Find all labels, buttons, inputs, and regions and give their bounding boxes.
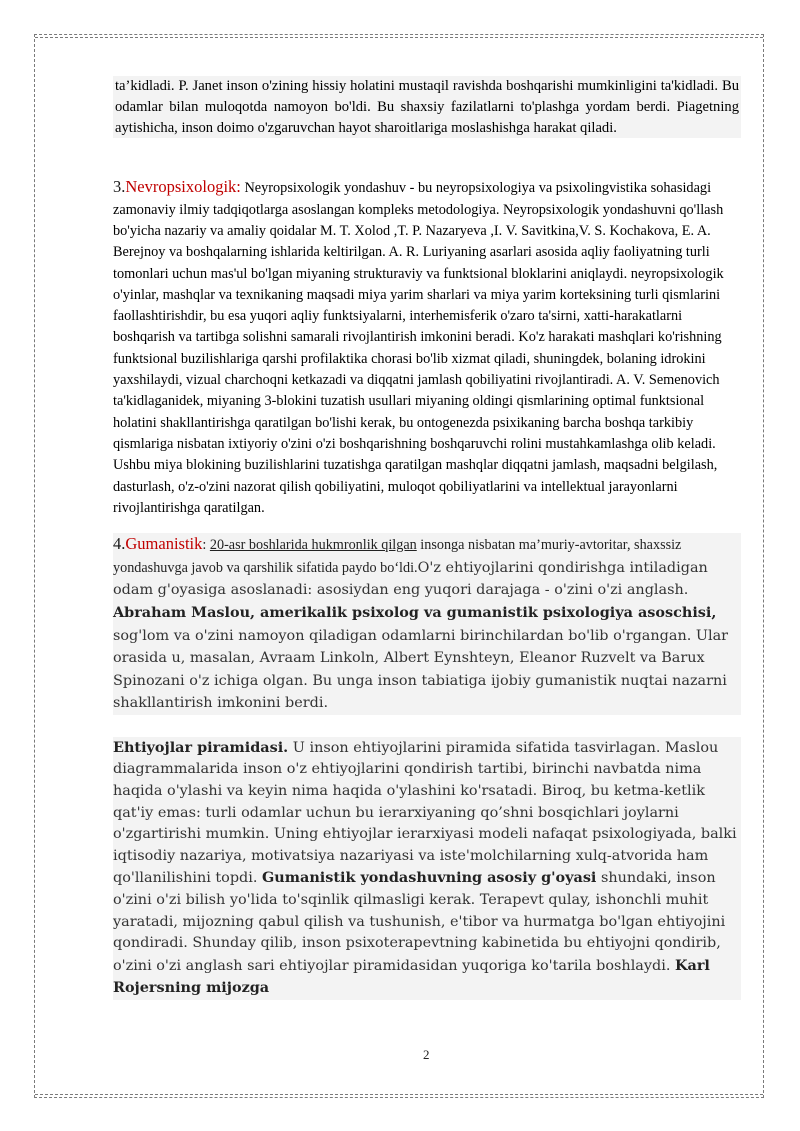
section-4-colon: : <box>202 537 210 554</box>
paragraph-needs-pyramid <box>113 737 741 1000</box>
section-4-text-a: O'z ehtiyojlarini qondirishga intiladigan odam g'oyasiga asoslanadi: asosiydan eng yuqori darajaga - o'zini o'zi anglash. <box>113 559 708 599</box>
needs-pyramid-text-b: shundaki, inson o'zini o'zi bilish yo'lida to'sqinlik qilmasligi kerak. Terapevt qulay, ishonchli muhit yaratadi, mijozning qabul qilish va tushunish, e'tibor va hurmatga bo'lgan ehtiyojini qondiradi. Shunday qilib, inson psixoterapevtning kabinetida bu ehtiyojni qondirib, o'zini o'zi anglash sari ehtiyojlar piramidasidan yuqoriga ko'tarila boshlaydi. <box>113 870 726 974</box>
needs-pyramid-heading: Ehtiyojlar piramidasi. <box>113 738 289 756</box>
needs-pyramid-text-a: U inson ehtiyojlarini piramida sifatida tasvirlagan. Maslou diagrammalarida inson o'z ehtiyojlarini qondirish tartibi, birinchi navbatda nima haqida o'ylashi va keyin nima haqida o'ylashini ko'rsatadi. Biroq, bu ketma-ketlik qat'iy emas: turli odamlar uchun bu ierarxiyaning qo’shni bosqichlari joylarni o'zgartirishi mumkin. Uning ehtiyojlar ierarxiyasi modeli nafaqat psixologiyada, balki iqtisodiy nazariya, motivatsiya nazariyasi va iste'molchilarning xulq-atvorida ham qo'llanilishini topdi. <box>113 739 737 887</box>
section-3-text: Neyropsixologik yondashuv - bu neyropsixologiya va psixolingvistika sohasidagi zamonaviy ilmiy tadqiqotlarga asoslangan kompleks metodologiya. Neyropsixologik yondashuvni qo'llash bo'yicha nazariy va amaliy qoidalar M. T. Xolod ,T. P. Nazaryeva ,I. V. Savitkina,V. S. Kochakova, E. A. Berejnoy va boshqalarning ishlarida keltirilgan. A. R. Luriyaning asarlari asosida aqliy faoliyatning turli tomonlari uchun mas'ul bo'lgan miyaning strukturaviy va funktsional bloklarini aniqlaydi. neyropsixologik o'yinlar, mashqlar va texnikaning maqsadi miya yarim sharlari va miya yarim korteksining turli qismlarini faollashtirishdir, bu esa yuqori aqliy funktsiyalarni, interhemisferik o'zaro ta'sirni, xatti-harakatlarni boshqarish va tartibga solishni samarali rivojlantirish imkonini beradi. Ko'z harakati mashqlari ko'rishning funktsional buzilishlariga qarshi profilaktika chorasi bo'lib xizmat qiladi, shuningdek, bolaning idrokini yaxshilaydi, vizual charchoqni ketkazadi va diqqatni jamlash qobiliyatini rivojlantiradi. A. V. Semenovich ta'kidlaganidek, miyaning 3-blokini tuzatish usullari miyaning oldingi qismlarining optimal funktsional holatini shakllantirishga qaratilgan bo'lishi kerak, bu ontogenezda psixikaning barcha boshqa tarkibiy qismlariga nisbatan ixtiyoriy o'zini o'zi boshqarishning boshqaruvchi rolini mustahkamlashga olib keladi. Ushbu miya blokining buzilishlarini tuzatishga qaratilgan mashqlar diqqatni jamlash, maqsadni belgilash, dasturlash, o'z-o'zini nazorat qilish qobiliyatini, muloqot qobiliyatlarini va intellektual jarayonlarni rivojlantirishga qaratilgan. <box>113 180 724 516</box>
section-4-bold-maslow: Abraham Maslou, amerikalik psixolog va gumanistik psixologiya asoschisi, <box>113 603 717 621</box>
rogers-bold-text: Karl Rojersning mijozga <box>113 956 710 997</box>
page-number: 2 <box>423 1047 430 1062</box>
section-4-underlined-text: 20-asr boshlarida hukmronlik qilgan <box>209 537 417 554</box>
section-neuropsychological <box>113 176 741 519</box>
section-4-intro-text: insonga nisbatan ma’muriy-avtoritar, shaxssiz yondashuvga javob va qarshilik sifatida paydo bo‘ldi. <box>113 537 682 576</box>
section-3-number: 3. <box>113 177 126 197</box>
section-4-text-b: sog'lom va o'zini namoyon qiladigan odamlarni birinchilardan bo'lib o'rgangan. Ular orasida u, masalan, Avraam Linkoln, Albert Eynshteyn, Eleanor Ruzvelt va Barux Spinozani o'z ichiga olgan. Bu unga inson tabiatiga ijobiy gumanistik nuqtai nazarni shakllantirish imkonini berdi. <box>113 627 729 712</box>
section-4-number: 4. <box>113 534 126 554</box>
paragraph-intro: ta’kidladi. P. Janet inson o'zining hissiy holatini mustaqil ravishda boshqarishi mumkinligini ta'kidladi. Bu odamlar bilan muloqotda namoyon bo'ldi. Bu shaxsiy fazilatlarni to'plashga yordam berdi. Piagetning aytishicha, inson doimo o'zgaruvchan hayot sharoitlariga moslashishga harakat qiladi. <box>113 76 741 138</box>
humanistic-main-idea: Gumanistik yondashuvning asosiy g'oyasi <box>262 869 597 887</box>
document-body <box>113 76 741 1000</box>
section-4-heading: Gumanistik <box>125 534 203 554</box>
section-3-heading: Nevropsixologik: <box>125 177 241 197</box>
section-humanistic <box>113 533 741 715</box>
